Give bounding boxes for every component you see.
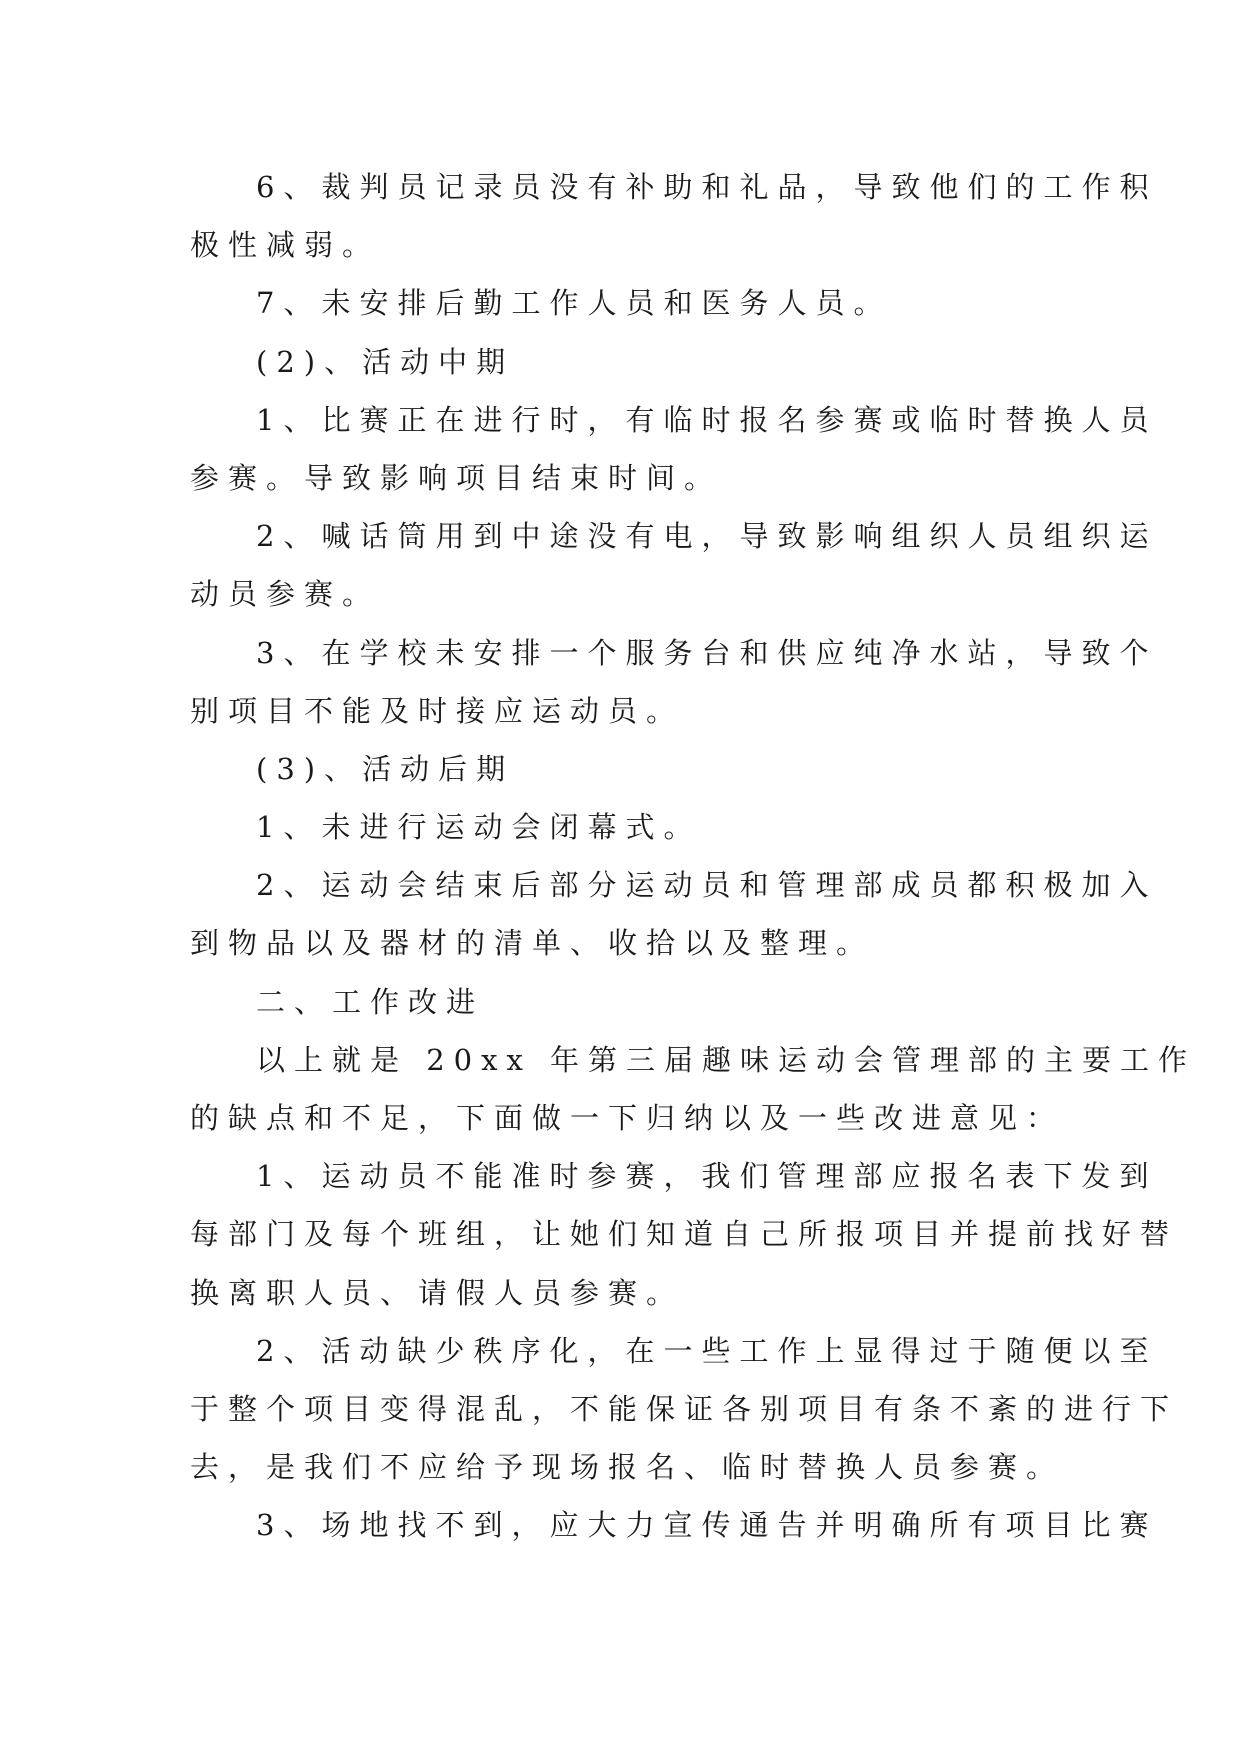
text-line: 的缺点和不足，下面做一下归纳以及一些改进意见： (190, 1101, 1065, 1135)
text-line: 参赛。导致影响项目结束时间。 (190, 460, 723, 495)
text-line: 3、场地找不到，应大力宣传通告并明确所有项目比赛 (256, 1508, 1158, 1543)
text-line: 7、未安排后勤工作人员和医务人员。 (256, 286, 892, 321)
text-line: 2、活动缺少秩序化，在一些工作上显得过于随便以至 (256, 1333, 1158, 1368)
text-line: 别项目不能及时接应运动员。 (190, 693, 685, 728)
text-line: 极性减弱。 (190, 228, 381, 263)
text-line: 1、运动员不能准时参赛，我们管理部应报名表下发到 (256, 1159, 1158, 1194)
text-line: 每部门及每个班组，让她们知道自己所报项目并提前找好替 (190, 1217, 1179, 1252)
text-line: 3、在学校未安排一个服务台和供应纯净水站，导致个 (256, 635, 1158, 670)
text-line: 1、未进行运动会闭幕式。 (256, 810, 702, 845)
section-heading: (2)、活动中期 (256, 344, 515, 379)
text-line: 2、运动会结束后部分运动员和管理部成员都积极加入 (256, 868, 1158, 903)
section-heading: (3)、活动后期 (256, 751, 515, 786)
text-line: 2、喊话筒用到中途没有电，导致影响组织人员组织运 (256, 519, 1158, 554)
text-line: 去，是我们不应给予现场报名、临时替换人员参赛。 (190, 1450, 1065, 1485)
text-line: 动员参赛。 (190, 577, 381, 612)
section-heading: 二、工作改进 (256, 984, 485, 1019)
document-page (190, 158, 1197, 1555)
text-line: 1、比赛正在进行时，有临时报名参赛或临时替换人员 (256, 402, 1158, 437)
text-line: 到物品以及器材的清单、收拾以及整理。 (190, 926, 875, 961)
text-line: 换离职人员、请假人员参赛。 (190, 1275, 685, 1310)
text-line: 于整个项目变得混乱，不能保证各别项目有条不紊的进行下 (190, 1391, 1179, 1426)
text-line: 6、裁判员记录员没有补助和礼品，导致他们的工作积 (256, 170, 1158, 204)
text-line: 以上就是 20xx 年第三届趣味运动会管理部的主要工作 (256, 1042, 1197, 1077)
